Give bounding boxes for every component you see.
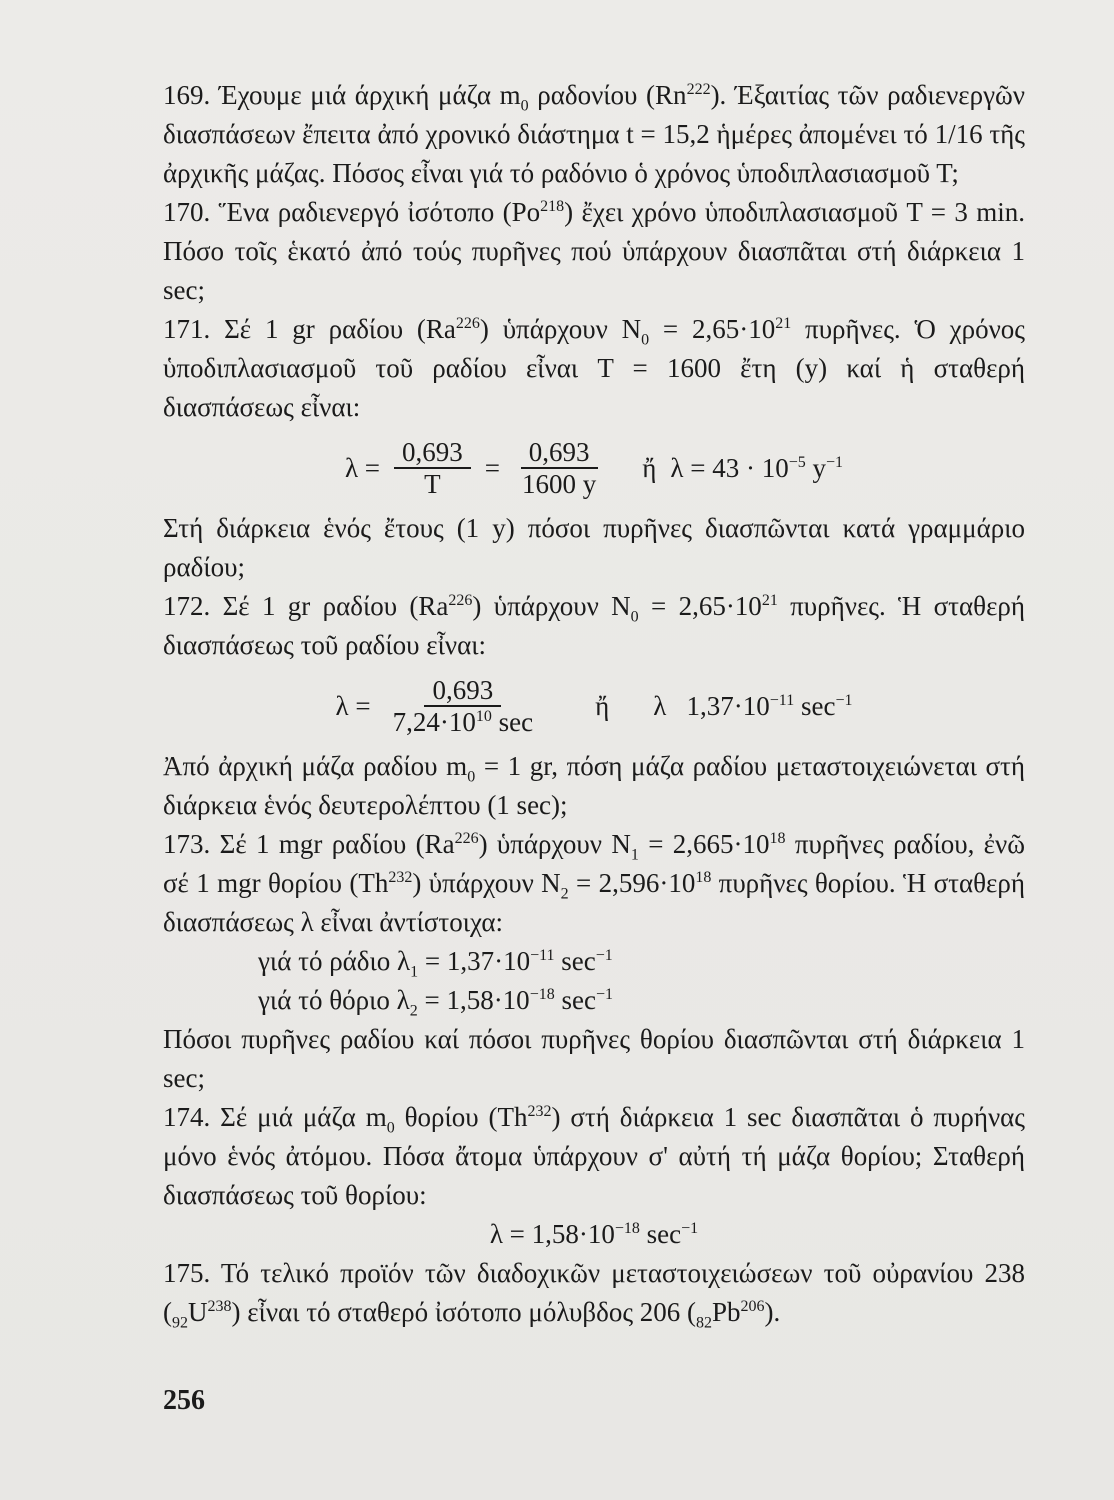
text: = 1,37·10	[418, 946, 531, 976]
subscript: 82	[696, 1314, 712, 1332]
subscript: 1	[630, 846, 639, 864]
superscript: 206	[740, 1298, 765, 1315]
text: ) ὑπάρχουν N	[479, 314, 642, 344]
text: y	[805, 452, 826, 483]
text: πυρῆνες ραδίου, ἐνῶ σέ 1 mgr θορίου (Th	[163, 829, 1025, 898]
text: sec	[491, 707, 534, 737]
text: ) ὑπάρχουν N	[412, 868, 561, 898]
text: = 2,665·10	[638, 829, 770, 859]
denominator: T	[424, 469, 441, 499]
text: 7,24·10	[392, 707, 476, 737]
problem-173	[163, 825, 1025, 942]
text: ) στή διάρκεια 1 sec διασπᾶται ὁ πυρήνας μόνο ἑνός ἀτόμου. Πόσα ἄτομα ὑπάρχουν σ' αὐτή τή μάζα θορίου; Σταθερή διασπάσεως τοῦ θορίου:	[163, 1102, 1025, 1210]
text: γιά τό θόριο λ	[258, 985, 410, 1015]
superscript: −18	[614, 1220, 640, 1237]
superscript: 226	[455, 315, 480, 332]
text: ). Έξαιτίας τῶν ραδιενεργῶν διασπάσεων ἔπειτα ἀπό χρονικό διάστημα t = 15,2 ἡμέρες ἀπομένει τό 1/16 τῆς ἀρχικῆς μάζας. Πόσος εἶναι γιά τό ραδόνιο ὁ χρόνος ὑποδιπλασιασμοῦ Τ;	[163, 80, 1026, 188]
eq-lhs: λ =	[344, 452, 381, 483]
equation-171	[163, 437, 1025, 499]
fraction	[514, 437, 604, 499]
eq-lhs: λ =	[335, 690, 371, 721]
superscript: 218	[540, 198, 565, 215]
superscript: 238	[207, 1298, 232, 1315]
text: = 1 gr, πόση μάζα ραδίου μεταστοιχειώνεται στή διάρκεια ἑνός δευτερολέπτου (1 sec);	[163, 751, 1026, 820]
problem-172	[163, 587, 1025, 665]
text: 175. Τό τελικό προϊόν τῶν διαδοχικῶν μεταστοιχειώσεων τοῦ οὐρανίου 238 (	[163, 1258, 1025, 1327]
superscript: 226	[454, 830, 479, 847]
superscript: 21	[775, 315, 792, 332]
numerator: 0,693	[424, 675, 501, 707]
problem-172-question	[163, 747, 1025, 825]
equals: =	[484, 452, 501, 483]
text: 169. Έχουμε μιά άρχική μάζα m	[163, 80, 521, 110]
text: Ἀπό ἀρχική μάζα ραδίου m	[163, 751, 468, 781]
superscript: 21	[761, 592, 778, 609]
subscript: 0	[520, 97, 529, 115]
superscript: −11	[530, 947, 555, 964]
text: 174. Σέ μιά μάζα m	[163, 1102, 387, 1132]
subscript: 92	[172, 1314, 188, 1332]
superscript: 222	[686, 81, 711, 98]
problem-173-thorium-line	[163, 981, 1025, 1020]
superscript: −1	[595, 947, 613, 964]
text: sec	[554, 985, 596, 1015]
superscript: 18	[695, 869, 712, 886]
superscript: −5	[788, 453, 806, 471]
problem-171-question: Στή διάρκεια ἑνός ἔτους (1 y) πόσοι πυρῆνες διασπῶνται κατά γραμμάριο ραδίου;	[163, 513, 1025, 582]
denominator	[385, 707, 541, 737]
denominator: 1600 y	[522, 469, 597, 499]
superscript: 18	[769, 830, 786, 847]
text: λ = 1,58·10	[489, 1219, 615, 1249]
text: 171. Σέ 1 gr ραδίου (Ra	[163, 314, 456, 344]
fraction	[394, 437, 471, 499]
text: sec	[794, 690, 836, 721]
text: λ = 43 · 10	[670, 452, 789, 483]
page-body	[163, 76, 1025, 1332]
problem-175	[163, 1254, 1025, 1332]
superscript: −1	[826, 453, 844, 471]
subscript: 0	[641, 331, 650, 349]
numerator: 0,693	[394, 437, 471, 469]
subscript: 0	[386, 1119, 395, 1137]
text: sec	[639, 1219, 682, 1249]
text: sec	[554, 946, 596, 976]
text: Pb	[712, 1297, 741, 1327]
text: πυρῆνες. Ἡ σταθερή διασπάσεως τοῦ ραδίου εἶναι:	[163, 591, 1026, 660]
subscript: 1	[410, 963, 419, 981]
text: = 2,65·10	[649, 314, 776, 344]
text: 170. Ἕνα ραδιενεργό ἰσότοπο (Po	[163, 197, 541, 227]
superscript: 232	[527, 1103, 552, 1120]
text: U	[188, 1297, 208, 1327]
text: = 2,65·10	[638, 591, 762, 621]
problem-174	[163, 1098, 1025, 1215]
numerator: 0,693	[521, 437, 598, 469]
problem-170	[163, 193, 1025, 310]
problem-171	[163, 310, 1025, 427]
text: πυρῆνες. Ὁ χρόνος ὑποδιπλασιασμοῦ τοῦ ραδίου εἶναι T = 1600 ἔτη (y) καί ἡ σταθερή διασπάσεως εἶναι:	[163, 314, 1026, 422]
superscript: 226	[448, 592, 473, 609]
eq-rhs	[653, 687, 852, 726]
superscript: −18	[529, 986, 555, 1003]
superscript: −1	[835, 691, 853, 709]
text: = 1,58·10	[417, 985, 530, 1015]
text: ) ὑπάρχουν N	[472, 591, 631, 621]
subscript: 2	[560, 885, 569, 903]
text: θορίου (Th	[394, 1102, 528, 1132]
text: ) ὑπάρχουν N	[478, 829, 631, 859]
text: 172. Σέ 1 gr ραδίου (Ra	[163, 591, 449, 621]
text: ) ἔχει χρόνο ὑποδιπλασιασμοῦ T = 3 min. Πόσο τοῖς ἑκατό ἀπό τούς πυρῆνες πού ὑπάρχουν διασπᾶται στή διάρκεια 1 sec;	[163, 197, 1025, 305]
superscript: −11	[769, 691, 795, 709]
eq-rhs	[670, 449, 843, 488]
problem-169	[163, 76, 1025, 193]
problem-173-question: Πόσοι πυρῆνες ραδίου καί πόσοι πυρῆνες θορίου διασπῶνται στή διάρκεια 1 sec;	[163, 1024, 1025, 1093]
fraction	[385, 675, 541, 737]
problem-173-radium-line	[163, 942, 1025, 981]
or-word: ἤ	[595, 690, 610, 721]
text: λ 1,37·10	[653, 690, 770, 721]
text: πυρῆνες θορίου. Ἡ σταθερή διασπάσεως λ εἶναι ἀντίστοιχα:	[163, 868, 1025, 937]
superscript: 232	[388, 869, 413, 886]
text: 173. Σέ 1 mgr ραδίου (Ra	[163, 829, 455, 859]
page-number: 256	[163, 1385, 205, 1416]
text: = 2,596·10	[568, 868, 696, 898]
equation-172	[163, 675, 1025, 737]
text: ).	[764, 1297, 781, 1327]
subscript: 0	[467, 768, 476, 786]
problem-174-equation	[163, 1215, 1025, 1254]
text: ραδονίου (Rn	[528, 80, 687, 110]
superscript: 10	[475, 708, 492, 725]
superscript: −1	[595, 986, 613, 1003]
subscript: 0	[630, 608, 639, 626]
superscript: −1	[681, 1220, 699, 1237]
text: ) εἶναι τό σταθερό ἰσότοπο μόλυβδος 206 (	[231, 1297, 696, 1327]
or-word: ἤ	[642, 452, 657, 483]
subscript: 2	[409, 1002, 418, 1020]
text: γιά τό ράδιο λ	[258, 946, 411, 976]
